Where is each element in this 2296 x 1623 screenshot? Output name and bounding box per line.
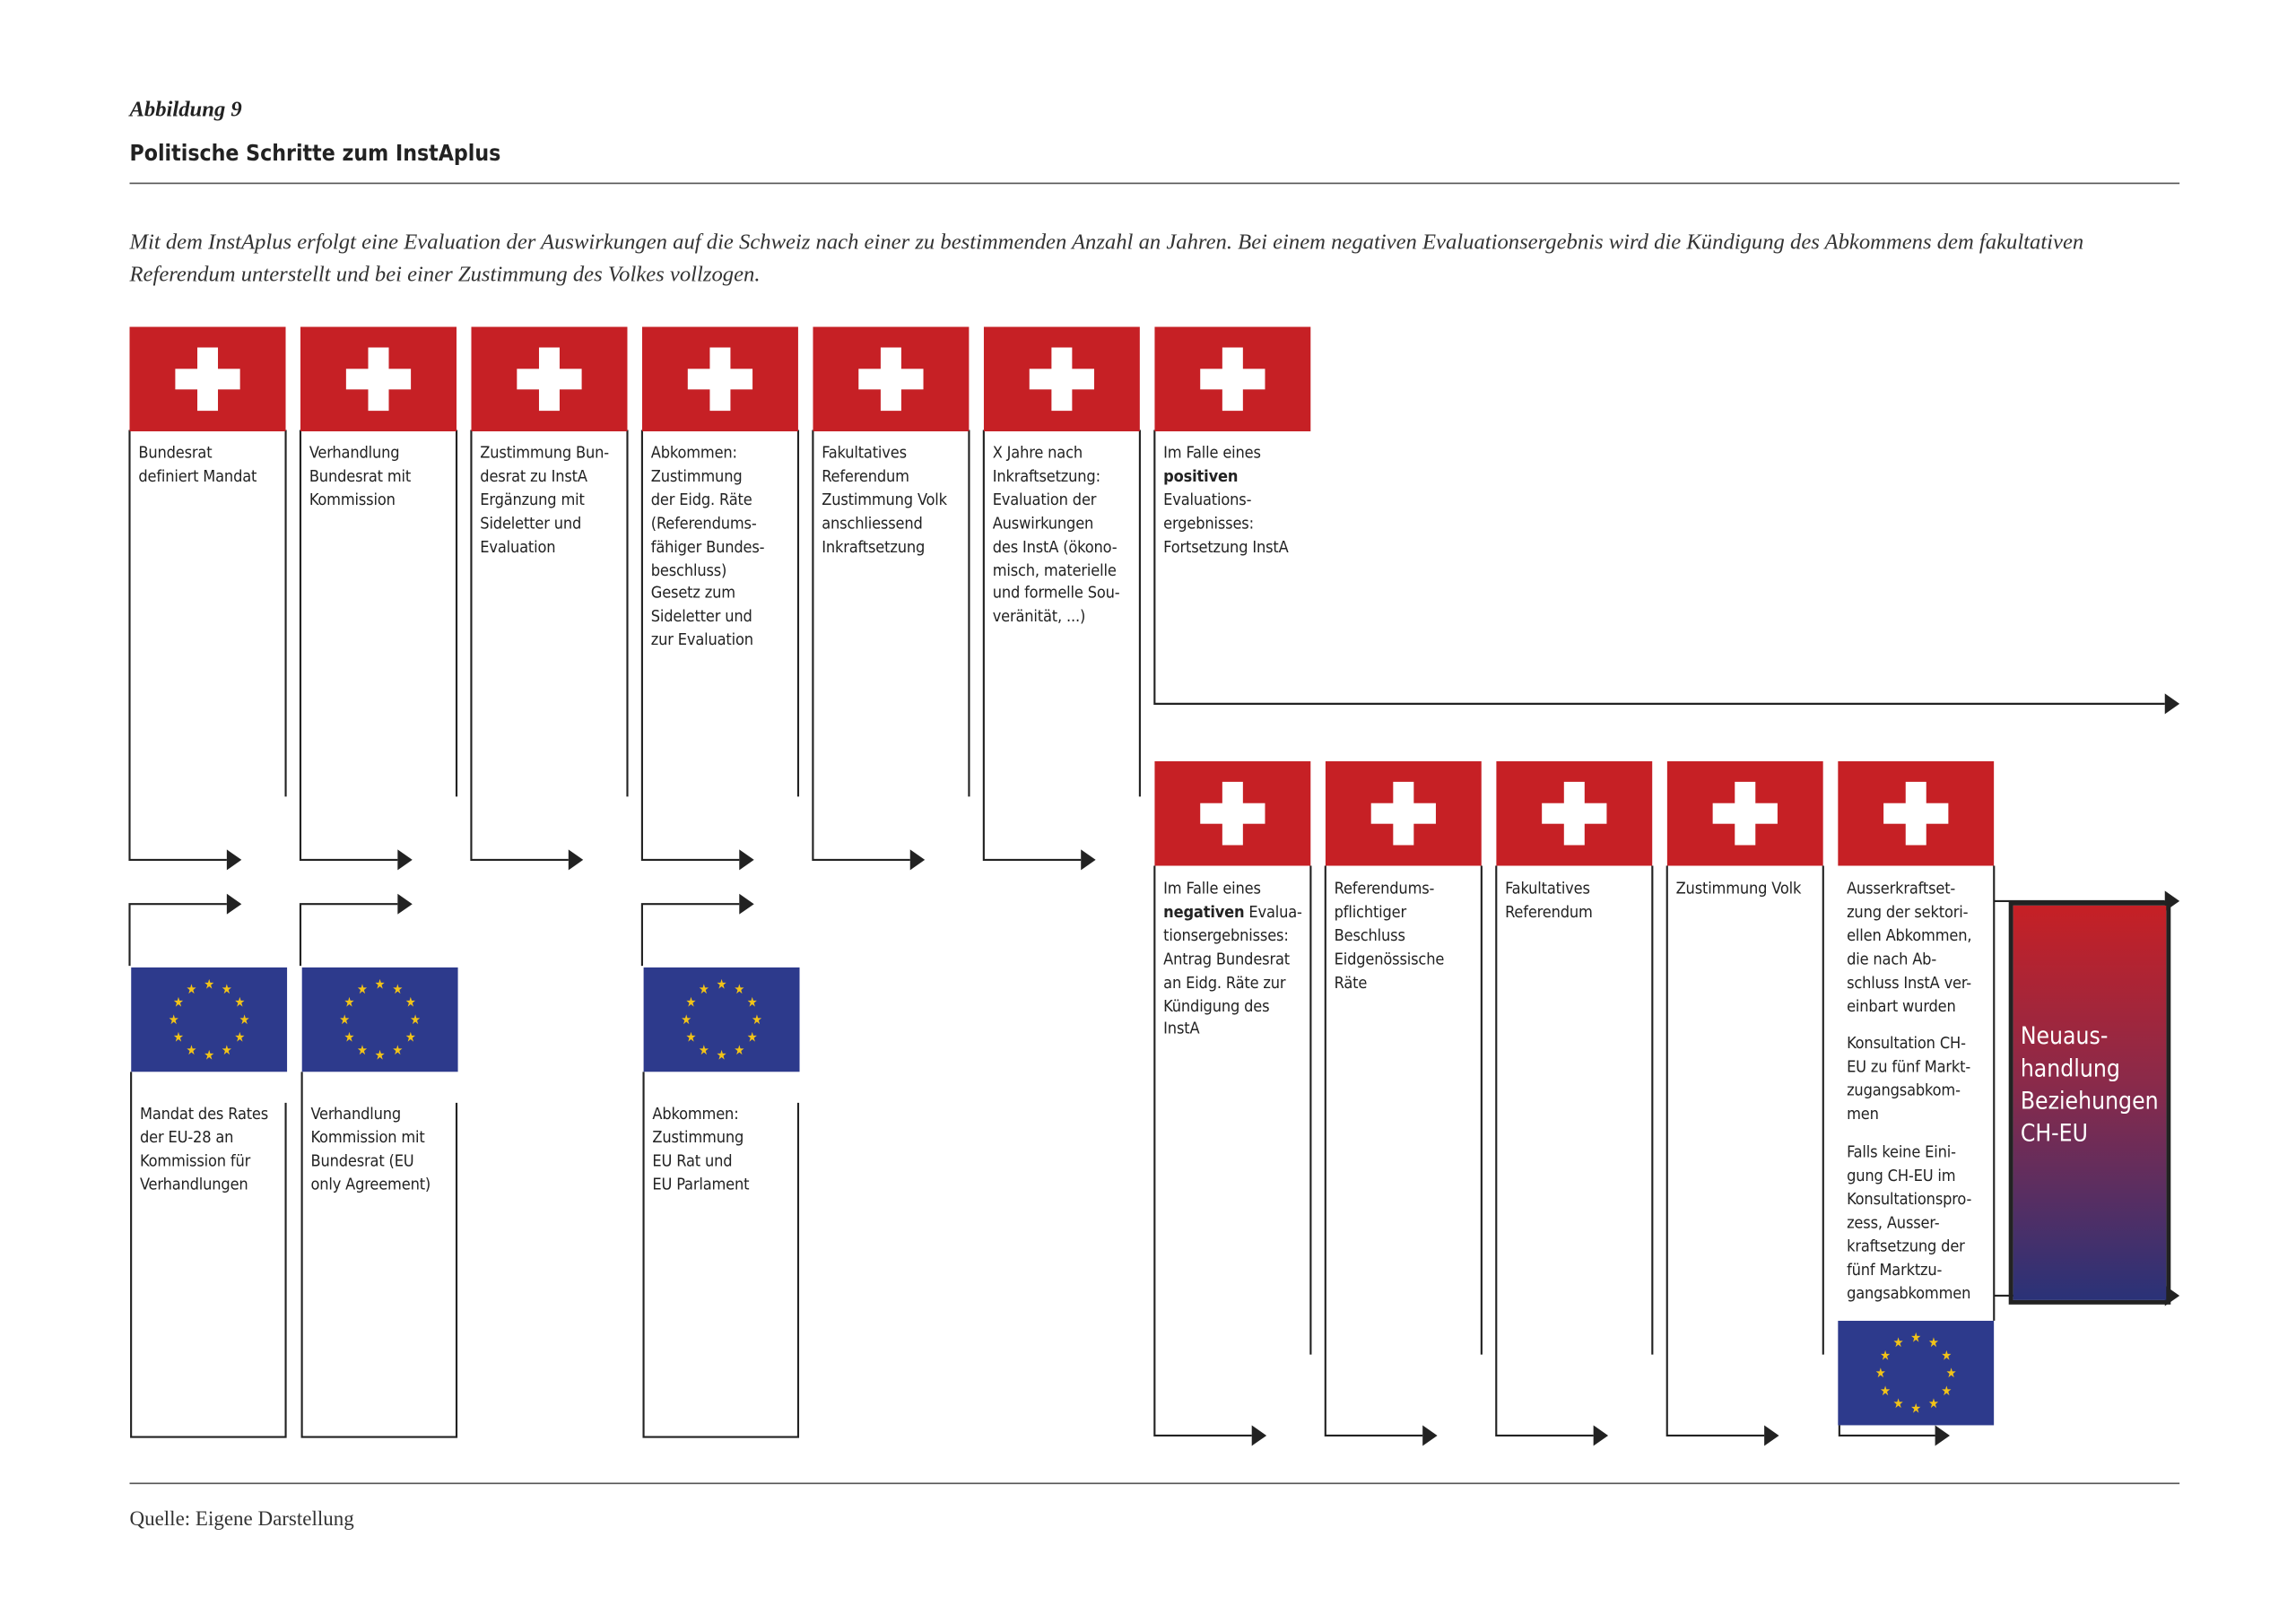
negative-step-text-line: ellen Abkommen, [1847,925,1972,945]
svg-text:★: ★ [734,981,745,997]
negative-step-text-line: Im Falle eines [1163,879,1261,898]
negative-step-text-line: Zustimmung Volk [1675,879,1802,898]
swiss-flag-icon [129,327,285,432]
final-box-line: CH-EU [2020,1118,2088,1148]
negative-step-text-line: Eidgenössische [1334,949,1445,968]
svg-text:★: ★ [1892,1334,1904,1350]
top-step-text-line: Verhandlung [309,443,400,463]
arrow-head [397,894,412,915]
arrow-head [2165,693,2179,714]
negative-step-text-line: Referendum [1505,902,1593,922]
top-step-text [309,442,411,512]
top-step-text-line: desrat zu InstA [480,466,587,486]
intro-text: Mit dem InstAplus erfolgt eine Evaluation der Auswirkungen auf die Schweiz nach einer zu bestimmenden Anzahl an Jahren. Bei einem negativen Evaluationsergebnis wird die Kündigung des Abkommens dem fakultativen Referendum unterstellt und bei einer Zustimmung des Volkes vollzogen. [129,230,2084,288]
top-step-text-line: Bundesrat mit [309,466,412,486]
swiss-flag-icon [1838,761,1994,866]
negative-step-text-line: zung der sektori- [1847,902,1969,922]
svg-text:★: ★ [186,981,197,997]
top-step-text [480,442,609,560]
svg-text:★: ★ [186,1043,197,1059]
swiss-flag-icon [1667,761,1823,866]
eu-flag-icon [302,968,458,1072]
swiss-flag-icon [642,327,798,432]
top-step-text [1163,442,1288,560]
top-step-text-line: Bundesrat [138,443,213,463]
arrow-head [227,849,241,870]
top-step-text-line: Kommission [309,490,396,509]
top-step-text [993,442,1120,629]
eu-step-text-line: EU Parlament [652,1174,750,1194]
svg-text:★: ★ [685,1029,697,1046]
top-step-text-line: Zustimmung Volk [822,490,947,509]
eu-step-text-line: Kommission mit [310,1127,425,1147]
top-step-text-line: und formelle Sou- [992,583,1120,603]
arrow-head [1081,849,1095,870]
arrow-head [397,849,412,870]
top-step-text-line: der Eidg. Räte [650,490,752,509]
eu-flag-icon [644,968,800,1072]
top-step-text-line: Zustimmung Bun- [480,443,609,463]
negative-step-text-line: gung CH-EU im [1847,1166,1956,1185]
svg-text:★: ★ [752,1012,762,1028]
negative-step-text-line: EU zu fünf Markt- [1847,1057,1971,1077]
svg-text:★: ★ [1945,1366,1957,1382]
top-step-text-line: X Jahre nach [992,443,1083,463]
svg-text:★: ★ [698,981,709,997]
eu-top-arrow-line [129,904,226,966]
top-step-text-line: beschluss) [650,560,727,580]
svg-text:★: ★ [1892,1396,1904,1412]
negative-step-text-line: Fakultatives [1505,879,1590,898]
top-step-text-line: Im Falle eines [1163,443,1261,463]
svg-text:★: ★ [685,994,697,1011]
eu-flag-icon [1838,1321,1994,1426]
eu-step-text-line: Mandat des Rates [139,1104,269,1124]
svg-text:★: ★ [392,1043,404,1059]
top-step-text-line: Sideletter und [480,513,582,533]
eu-step-text-line: Kommission für [139,1150,251,1171]
svg-text:★: ★ [716,1047,727,1063]
eu-step-text-line: der EU-28 an [139,1127,234,1147]
figure-label: Abbildung 9 [129,99,242,123]
eu-step-text-line: Verhandlungen [139,1174,248,1194]
negative-step-text-line [1847,1126,1971,1141]
step-arrow-line [129,430,226,859]
svg-text:★: ★ [746,1029,758,1046]
arrow-head [569,849,583,870]
swiss-flag-icon [813,327,969,432]
svg-text:★: ★ [1874,1366,1886,1382]
negative-step-text-line: einbart wurden [1847,995,1956,1016]
top-step-text-line: Evaluations- [1163,490,1252,509]
step-arrow-line [1667,865,1764,1435]
negative-step-text-line [1847,1018,1971,1032]
arrow-head [739,894,753,915]
negative-step-text-line: gangsabkommen [1847,1283,1971,1303]
svg-text:★: ★ [234,1029,246,1046]
svg-text:★: ★ [356,981,368,997]
figure-title: Politische Schritte zum InstAplus [129,139,501,167]
top-step-text-line: Sideletter und [650,607,752,627]
final-box-text [2021,1020,2159,1150]
final-box-line: Neuaus- [2020,1021,2109,1050]
negative-step-text [1676,878,1802,901]
eu-step-text-line: Zustimmung [652,1127,744,1147]
final-box-neuaushandlung [2009,901,2171,1305]
svg-text:★: ★ [698,1043,709,1059]
arrow-head [1764,1425,1779,1445]
svg-text:★: ★ [344,994,355,1011]
negative-step-text [1847,878,1971,1306]
svg-text:★: ★ [716,976,727,993]
negative-step-text-line: schluss InstA ver- [1847,972,1971,993]
svg-text:★: ★ [356,1043,368,1059]
swiss-flag-icon [1154,761,1310,866]
swiss-flag-icon [471,327,627,432]
top-step-text-line: Fakultatives [822,443,907,463]
negative-step-text-line: men [1847,1104,1879,1124]
swiss-flag-icon [300,327,457,432]
svg-text:★: ★ [1941,1383,1952,1399]
negative-step-text-line: Ausserkraftset- [1847,879,1956,898]
eu-step-text [140,1103,268,1196]
source-note: Quelle: Eigene Darstellung [129,1509,354,1532]
negative-step-text-line: negativen Evalua- [1163,902,1302,922]
svg-text:★: ★ [204,976,215,993]
svg-text:★: ★ [344,1029,355,1046]
svg-text:★: ★ [734,1043,745,1059]
negative-step-text-line: Falls keine Eini- [1847,1142,1956,1162]
top-step-text-line: des InstA (ökono- [992,536,1118,557]
top-step-text-line: fähiger Bundes- [650,536,765,557]
negative-step-text-line: zess, Ausser- [1847,1212,1940,1232]
top-step-text-line: Abkommen: [650,443,737,463]
svg-text:★: ★ [221,1043,232,1059]
svg-text:★: ★ [1927,1334,1939,1350]
final-box-line: Beziehungen [2020,1086,2159,1115]
arrow-head [1594,1425,1608,1445]
negative-step-text-line: pflichtiger [1334,902,1407,922]
negative-step-text-line: Konsultationspro- [1847,1189,1972,1209]
step-arrow-line [1839,1425,1935,1435]
top-step-text [651,442,765,653]
svg-text:★: ★ [746,994,758,1011]
negative-step-text-line: zugangsabkom- [1847,1081,1961,1100]
top-step-text [822,442,947,560]
svg-text:★: ★ [1941,1348,1952,1364]
svg-text:★: ★ [681,1012,692,1028]
arrow-head [1935,1425,1950,1445]
arrow-head [1422,1425,1437,1445]
negative-step-text-line: Konsultation CH- [1847,1034,1966,1054]
negative-step-text-line: fünf Marktzu- [1847,1259,1943,1280]
negative-step-text [1335,878,1445,995]
top-step-text-line: Gesetz zum [650,583,735,603]
top-step-text-line: Ergänzung mit [480,490,585,509]
top-step-text-line: anschliessend [822,513,923,533]
top-step-text-line: Auswirkungen [992,513,1094,533]
negative-step-text-line: Referendums- [1334,879,1435,898]
top-step-text-line: positiven [1163,466,1239,486]
svg-text:★: ★ [374,976,386,993]
arrow-head [739,849,753,870]
negative-step-text [1505,878,1593,924]
eu-step-text-line: Abkommen: [652,1104,739,1124]
eu-top-arrow-line [642,904,739,966]
negative-step-text [1163,878,1302,1042]
eu-top-arrow-line [300,904,397,966]
top-step-text-line: ergebnisses: [1163,513,1254,533]
svg-text:★: ★ [221,981,232,997]
eu-flag-icon [131,968,287,1072]
negative-step-text-line: InstA [1163,1019,1200,1039]
svg-text:★: ★ [410,1012,422,1028]
svg-text:★: ★ [374,1047,386,1063]
step-arrow-line [1496,865,1593,1435]
svg-text:★: ★ [339,1012,351,1028]
svg-text:★: ★ [173,1029,184,1046]
arrow-head [227,894,241,915]
negative-step-text-line: an Eidg. Räte zur [1163,972,1286,993]
final-box-line: handlung [2020,1054,2120,1082]
svg-text:★: ★ [1910,1401,1922,1417]
negative-step-text-line: Räte [1334,972,1368,993]
swiss-flag-icon [1326,761,1482,866]
top-step-text-line: Evaluation der [992,490,1097,509]
arrow-head [1252,1425,1266,1445]
negative-step-text-line: die nach Ab- [1847,949,1937,968]
svg-text:★: ★ [392,981,404,997]
svg-text:★: ★ [1880,1383,1892,1399]
svg-text:★: ★ [1880,1348,1892,1364]
top-step-text-line: zur Evaluation [650,630,753,650]
top-step-text-line: Inkraftsetzung [822,536,926,557]
top-step-text-line: definiert Mandat [138,466,257,486]
eu-step-text-line: only Agreement) [310,1174,431,1194]
top-step-text-line: veränität, ...) [992,607,1086,627]
svg-text:★: ★ [239,1012,250,1028]
svg-text:★: ★ [168,1012,179,1028]
eu-step-text [310,1103,430,1196]
negative-step-text-line: Beschluss [1334,925,1405,945]
negative-step-text-line: tionsergebnisses: [1163,925,1289,945]
swiss-flag-icon [984,327,1140,432]
top-step-text [138,442,257,489]
svg-text:★: ★ [234,994,246,1011]
swiss-flag-icon [1154,327,1310,432]
svg-text:★: ★ [1927,1396,1939,1412]
eu-step-text-line: EU Rat und [652,1150,733,1171]
positive-continuation-line [1154,430,2164,703]
svg-text:★: ★ [173,994,184,1011]
top-step-text-line: Referendum [822,466,909,486]
svg-text:★: ★ [204,1047,215,1063]
svg-text:★: ★ [404,994,416,1011]
negative-step-text-line: Antrag Bundesrat [1163,949,1291,968]
bottom-rule [129,1482,2179,1484]
eu-step-text-line: Bundesrat (EU [310,1150,414,1171]
top-step-text-line: Evaluation [480,536,556,557]
swiss-flag-icon [1496,761,1652,866]
negative-step-text-line: kraftsetzung der [1847,1236,1965,1256]
negative-step-text-line: Kündigung des [1163,995,1270,1016]
top-step-text-line: misch, materielle [992,560,1117,580]
top-step-text-line: Fortsetzung InstA [1163,536,1289,557]
top-step-text-line: Inkraftsetzung: [992,466,1100,486]
top-step-text-line: Zustimmung [650,466,743,486]
eu-step-text-line: Verhandlung [310,1104,402,1124]
top-step-text-line: (Referendums- [650,513,757,533]
svg-text:★: ★ [1910,1330,1922,1346]
arrow-head [910,849,925,870]
eu-step-text [652,1103,749,1196]
svg-text:★: ★ [404,1029,416,1046]
